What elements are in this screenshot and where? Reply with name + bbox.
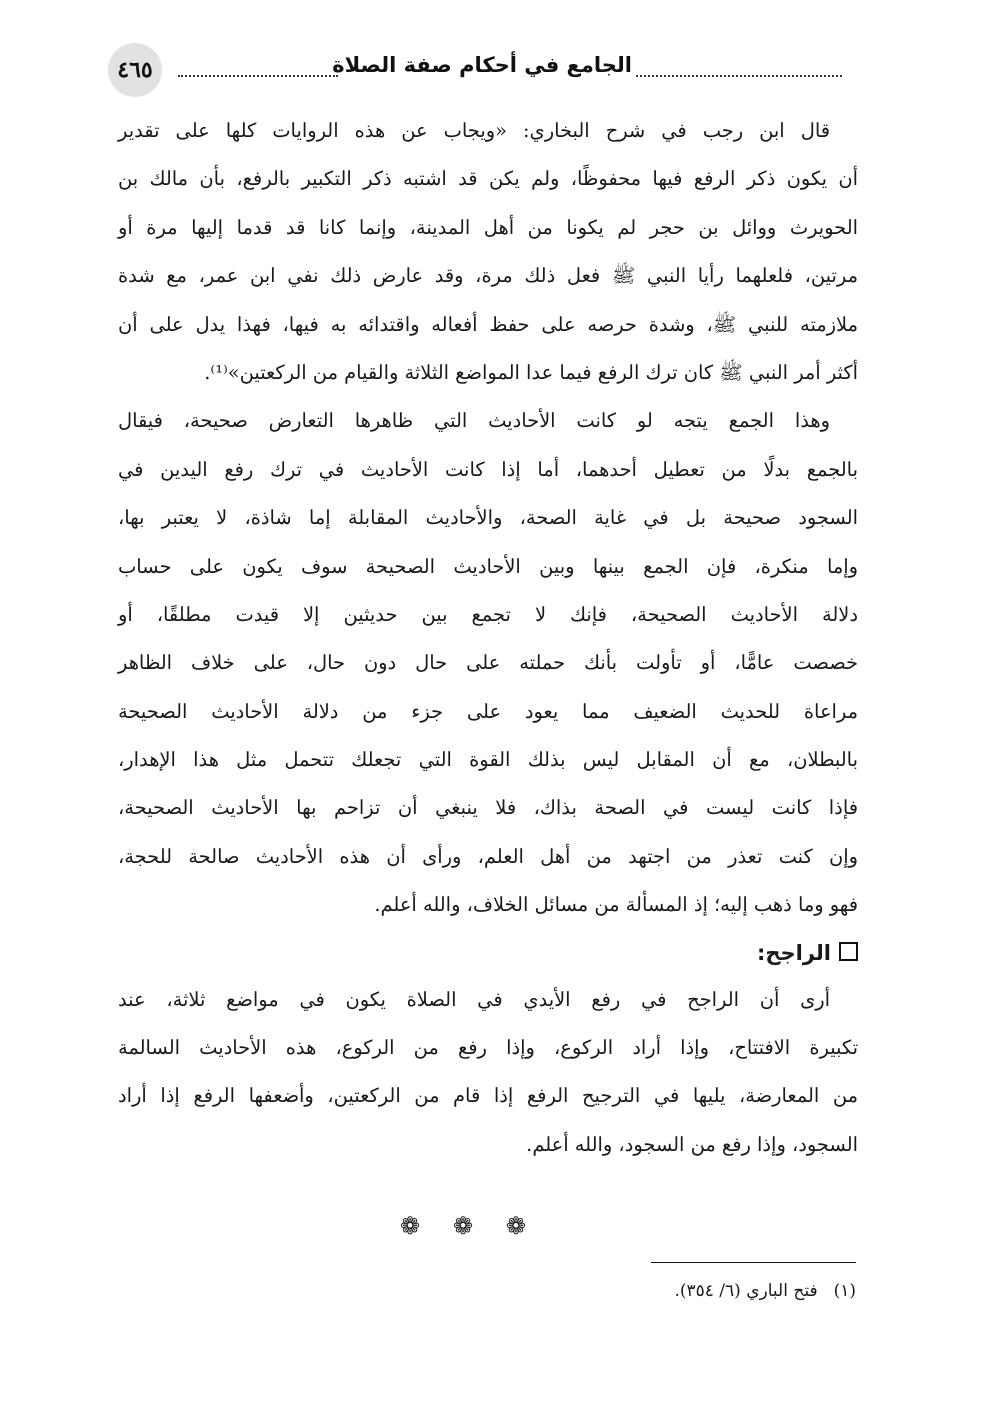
text-line: ملازمته للنبي ﷺ، وشدة حرصه على حفظ أفعاله واقتدائه به فيها، فهذا يدل على أن: [118, 312, 858, 336]
text-line: أن يكون ذكر الرفع فيها محفوظًا، ولم يكن قد اشتبه ذكر التكبير بالرفع، بأن مالك بن: [118, 167, 858, 191]
flower-icon: ❁: [452, 1212, 474, 1240]
header-dotted-leader-right: [636, 55, 842, 77]
paragraph-ibn-rajab-quote: [118, 107, 858, 397]
checkbox-icon: [839, 942, 858, 961]
text-line: وإن كنت تعذر من اجتهد من أهل العلم، ورأى أن هذه الأحاديث صالحة للحجة،: [118, 844, 858, 868]
text-line: وإما منكرة، فإن الجمع بينها وبين الأحاديث الصحيحة سوف يكون على حساب: [118, 554, 858, 578]
footnote: [400, 1278, 856, 1304]
text-line: تكبيرة الافتتاح، وإذا أراد الركوع، وإذا رفع من الركوع، هذه الأحاديث السالمة: [118, 1036, 858, 1060]
text-line: مراعاة للحديث الضعيف مما يعود على جزء من دلالة الأحاديث الصحيحة: [118, 699, 858, 723]
text-line: أرى أن الراجح في رفع الأيدي في الصلاة يكون في مواضع ثلاثة، عند: [118, 987, 830, 1011]
footnote-divider: [651, 1262, 856, 1263]
header-dotted-leader-left: [178, 55, 338, 77]
page-number-badge: ٤٦٥: [108, 43, 162, 97]
text-line: دلالة الأحاديث الصحيحة، فإنك لا تجمع بين حديثين إلا قيدت مطلقًا، أو: [118, 602, 858, 626]
text-line: الحويرث ووائل بن حجر لم يكونا من أهل المدينة، وإنما كانا قد قدما إليها مرة أو: [118, 215, 858, 239]
running-title: الجامع في أحكام صفة الصلاة: [332, 53, 632, 77]
text-line: السجود صحيحة بل في غاية الصحة، والأحاديث المقابلة إما شاذة، لا يعتبر بها،: [118, 506, 858, 530]
text-line: بالبطلان، مع أن المقابل ليس بذلك القوة التي تجعلك تتحمل مثل هذا الإهدار،: [118, 748, 858, 772]
text-line: قال ابن رجب في شرح البخاري: «ويجاب عن هذه الروايات كلها على تقدير: [118, 119, 830, 142]
paragraph-preferred-view: [118, 976, 858, 1170]
flower-icon: ❁: [400, 1212, 421, 1240]
text-line: من المعارضة، يليها في الترجيح الرفع إذا قام من الركعتين، وأضعفها الرفع إذا أراد: [118, 1084, 858, 1108]
section-heading: [118, 930, 858, 976]
flower-icon: ❁: [505, 1212, 526, 1240]
text-line: خصصت عامًّا، أو تأولت بأنك حملته على حال دون حال، على خلاف الظاهر: [118, 651, 858, 675]
body-text: [118, 107, 858, 1169]
text-line: فإذا كانت ليست في الصحة بذاك، فلا ينبغي أن تزاحم بها الأحاديث الصحيحة،: [118, 796, 858, 820]
text-line: مرتين، فلعلهما رأيا النبي ﷺ فعل ذلك مرة، وقد عارض ذلك نفي ابن عمر، مع شدة: [118, 264, 858, 288]
text-line: فهو وما ذهب إليه؛ إذ المسألة من مسائل الخلاف، والله أعلم.: [374, 893, 858, 917]
text-line: بالجمع بدلًا من تعطيل أحدهما، أما إذا كانت الأحاديث في ترك رفع اليدين في: [118, 457, 858, 481]
paragraph-reconciliation: [118, 397, 858, 929]
text-line: وهذا الجمع يتجه لو كانت الأحاديث التي ظاهرها التعارض صحيحة، فيقال: [118, 409, 830, 433]
footnote-marker: (١): [833, 1281, 856, 1301]
text-line: أكثر أمر النبي ﷺ كان ترك الرفع فيما عدا المواضع الثلاثة والقيام من الركعتين»⁽¹⁾.: [204, 360, 858, 384]
text-line: السجود، وإذا رفع من السجود، والله أعلم.: [526, 1132, 858, 1156]
section-end-ornament: [400, 1212, 526, 1240]
section-heading-label: الراجح:: [756, 940, 831, 965]
footnote-text: فتح الباري (٦/ ٣٥٤).: [674, 1281, 818, 1301]
